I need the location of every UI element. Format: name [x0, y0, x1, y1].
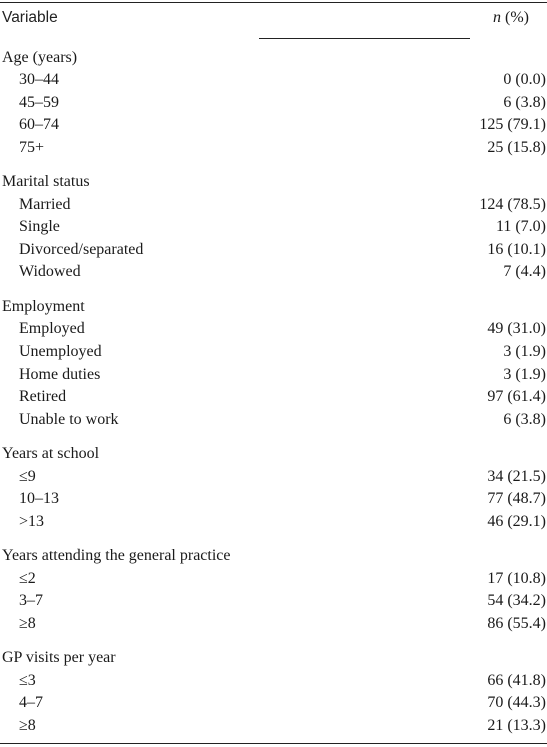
row-value: 97 (61.4): [487, 388, 546, 405]
row-value: 124 (78.5): [479, 196, 546, 213]
row-value: 16 (10.1): [487, 241, 546, 258]
group-title-gp-visits: GP visits per year: [2, 649, 116, 666]
row-label: 4–7: [19, 694, 43, 711]
row-value: 7 (4.4): [503, 263, 546, 280]
row-label: 60–74: [19, 116, 59, 133]
row-label: Single: [19, 218, 60, 235]
row-label: Home duties: [19, 366, 101, 383]
row-label: >13: [19, 513, 45, 530]
table-bottom-rule: [0, 743, 547, 744]
header-rule: [259, 38, 470, 39]
table-top-rule: [0, 2, 547, 3]
row-value: 86 (55.4): [487, 615, 546, 632]
row-value: 49 (31.0): [487, 320, 546, 337]
row-label: ≤9: [19, 468, 36, 485]
row-label: Married: [19, 196, 71, 213]
row-label: 3–7: [19, 592, 43, 609]
row-value: 54 (34.2): [487, 592, 546, 609]
row-value: 0 (0.0): [503, 71, 546, 88]
row-label: 45–59: [19, 94, 59, 111]
row-label: ≥8: [19, 615, 36, 632]
row-value: 66 (41.8): [487, 672, 546, 689]
row-label: 75+: [19, 139, 45, 156]
row-value: 25 (15.8): [487, 139, 546, 156]
group-title-age: Age (years): [2, 49, 78, 66]
row-label: ≤3: [19, 672, 36, 689]
row-label: 10–13: [19, 490, 59, 507]
row-value: 6 (3.8): [503, 94, 546, 111]
row-value: 125 (79.1): [479, 116, 546, 133]
group-title-employment: Employment: [2, 298, 85, 315]
row-value: 11 (7.0): [495, 218, 546, 235]
row-value: 77 (48.7): [487, 490, 546, 507]
group-title-school: Years at school: [2, 445, 100, 462]
header-variable: Variable: [2, 9, 58, 26]
row-value: 70 (44.3): [487, 694, 546, 711]
row-label: Employed: [19, 320, 85, 337]
row-label: Retired: [19, 388, 67, 405]
row-label: Divorced/separated: [19, 241, 144, 258]
row-value: 21 (13.3): [487, 717, 546, 734]
row-label: Unemployed: [19, 343, 102, 360]
row-value: 3 (1.9): [503, 366, 546, 383]
row-label: Unable to work: [19, 411, 119, 428]
row-label: Widowed: [19, 263, 81, 280]
row-label: ≤2: [19, 570, 36, 587]
row-value: 6 (3.8): [503, 411, 546, 428]
row-label: 30–44: [19, 71, 59, 88]
header-n-percent: [493, 9, 529, 27]
group-title-marital: Marital status: [2, 173, 90, 190]
row-value: 17 (10.8): [487, 570, 546, 587]
row-label: ≥8: [19, 717, 36, 734]
group-title-practice: Years attending the general practice: [2, 547, 231, 564]
row-value: 34 (21.5): [487, 468, 546, 485]
header-n: n: [493, 9, 502, 26]
header-percent: (%): [505, 9, 529, 26]
row-value: 3 (1.9): [503, 343, 546, 360]
row-value: 46 (29.1): [487, 513, 546, 530]
